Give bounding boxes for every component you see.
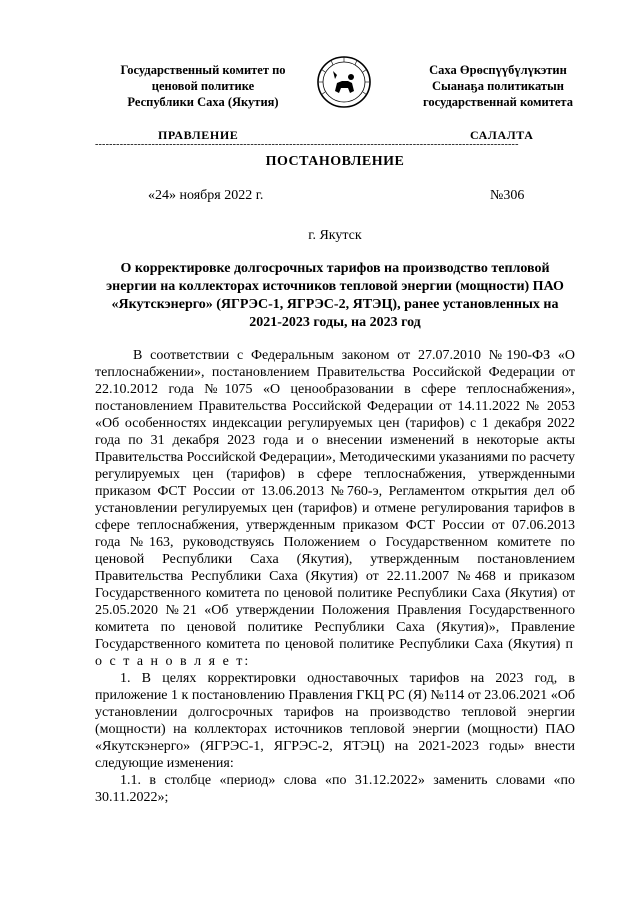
document-type: ПОСТАНОВЛЕНИЕ [265,154,405,169]
board-label-sah: САЛАЛТА [470,128,534,142]
document-subject: О корректировке долгосрочных тарифов на производство тепловой энергии на коллекторах источников тепловой энергии (мощности) ПАО «Якутскэнерго» (ЯГРЭС-1, ЯГРЭС-2, ЯТЭЦ), ранее установленных на 2021-2023 годы, на 2023 год [106,261,564,330]
header-separator: ------------------------------------------------------------------------------------------------------------------------ [95,139,519,150]
left-org-name: Государственный комитет по ценовой политике Республики Саха (Якутия) [120,63,286,109]
preamble-paragraph [95,347,575,670]
document-body [95,347,575,806]
document-date: «24» ноября 2022 г. [148,188,264,203]
coat-of-arms-icon [315,55,373,109]
document-number: №306 [490,188,525,203]
document-city: г. Якутск [308,228,362,243]
item-1-paragraph: 1. В целях корректировки одноставочных тарифов на 2023 год, в приложение 1 к постановлению Правления ГКЦ РС (Я) №114 от 23.06.2021 «Об установлении долгосрочных тарифов на производство тепловой энергии (мощности) на коллекторах источников тепловой энергии (мощности) ПАО «Якутскэнерго» (ЯГРЭС-1, ЯГРЭС-2, ЯТЭЦ) на 2021-2023 годы» внести следующие изменения: [95,671,575,771]
right-org-name: Саха Өрөспүүбүлүкэтин Сыанаҕа политикатын государственнай комитета [423,63,573,109]
preamble-text: В соответствии с Федеральным законом от 27.07.2010 №190-ФЗ «О теплоснабжении», постановлением Правительства Российской Федерации от 22.10.2012 года №1075 «О ценообразовании в сфере теплоснабжения», постановлением Правительства Российской Федерации от 14.11.2022 № 2053 «Об особенностях индексации регулируемых цен (тарифов) с 1 декабря 2022 года по 31 декабря 2023 года и о внесении изменений в некоторые акты Правительства Российской Федерации», Методическими указаниями по расчету регулируемых цен (тарифов) в сфере теплоснабжения, утвержденными приказом ФСТ России от 13.06.2013 №760-э, Регламентом открытия дел об установлении регулируемых цен (тарифов) и отмене регулирования тарифов в сфере теплоснабжения, утвержденным приказом ФСТ России от 07.06.2013 года №163, руководствуясь Положением о Государственном комитете по ценовой Республики Саха (Якутия), утвержденным постановлением Правительства Республики Саха (Якутия) от 22.11.2007 №468 и приказом Государственного комитета по ценовой политике Республики Саха (Якутия) от 25.05.2020 №21 «Об утверждении Положения Правления Государственного комитета по ценовой политике Республики Саха (Якутия)», Правление Государственного комитета по ценовой политике Республики Саха (Якутия) [95,348,575,652]
item-1-1-paragraph: 1.1. в столбце «период» слова «по 31.12.2022» заменить словами «по 30.11.2022»; [95,773,575,805]
board-label-ru: ПРАВЛЕНИЕ [158,128,239,142]
resolves-text: п о с т а н о в л я е т: [95,637,575,669]
